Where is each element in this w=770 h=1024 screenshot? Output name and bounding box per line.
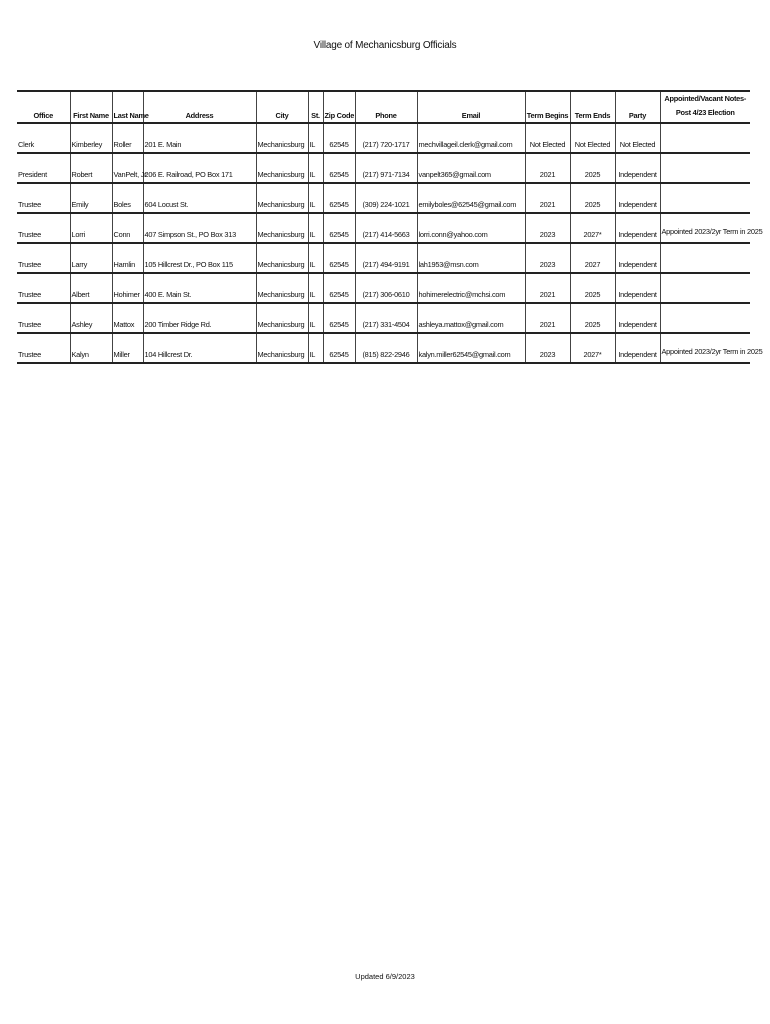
cell-term-begins: 2021 <box>525 153 570 183</box>
cell-party: Not Elected <box>615 123 660 153</box>
cell-term-begins: 2023 <box>525 213 570 243</box>
cell-phone: (309) 224-1021 <box>355 183 417 213</box>
cell-last-name: Hamlin <box>112 243 143 273</box>
cell-zip: 62545 <box>323 273 355 303</box>
cell-address: 200 Timber Ridge Rd. <box>143 303 256 333</box>
cell-city: Mechanicsburg <box>256 243 308 273</box>
cell-first-name: Kalyn <box>70 333 112 363</box>
cell-city: Mechanicsburg <box>256 273 308 303</box>
cell-first-name: Kimberley <box>70 123 112 153</box>
cell-first-name: Ashley <box>70 303 112 333</box>
cell-last-name: Hohimer <box>112 273 143 303</box>
cell-city: Mechanicsburg <box>256 303 308 333</box>
cell-first-name: Albert <box>70 273 112 303</box>
cell-address: 604 Locust St. <box>143 183 256 213</box>
cell-state: IL <box>308 183 323 213</box>
cell-notes: Appointed 2023/2yr Term in 2025 <box>661 227 763 236</box>
table-row <box>17 333 750 363</box>
cell-city: Mechanicsburg <box>256 213 308 243</box>
cell-term-begins: 2023 <box>525 333 570 363</box>
cell-email: mechvillageil.clerk@gmail.com <box>417 123 525 153</box>
header-row <box>17 91 750 123</box>
cell-party: Independent <box>615 243 660 273</box>
cell-office: President <box>17 153 70 183</box>
cell-office: Trustee <box>17 333 70 363</box>
cell-last-name: VanPelt, Jr. <box>112 153 143 183</box>
table-row <box>17 123 750 153</box>
cell-state: IL <box>308 303 323 333</box>
cell-state: IL <box>308 243 323 273</box>
cell-phone: (217) 306-0610 <box>355 273 417 303</box>
cell-address: 104 Hillcrest Dr. <box>143 333 256 363</box>
header-last-name: Last Name <box>112 91 143 123</box>
cell-notes <box>660 123 750 153</box>
cell-party: Independent <box>615 153 660 183</box>
header-state: St. <box>308 91 323 123</box>
header-term-begins: Term Begins <box>525 91 570 123</box>
officials-table <box>17 90 763 364</box>
cell-address: 407 Simpson St., PO Box 313 <box>143 213 256 243</box>
updated-date: Updated 6/9/2023 <box>355 972 415 981</box>
cell-term-begins: 2023 <box>525 243 570 273</box>
cell-zip: 62545 <box>323 123 355 153</box>
cell-email: lah1953@msn.com <box>417 243 525 273</box>
cell-last-name: Mattox <box>112 303 143 333</box>
cell-term-ends: 2025 <box>570 183 615 213</box>
cell-address: 400 E. Main St. <box>143 273 256 303</box>
header-phone: Phone <box>355 91 417 123</box>
cell-address: 201 E. Main <box>143 123 256 153</box>
cell-email: kalyn.miller62545@gmail.com <box>417 333 525 363</box>
cell-email: ashleya.mattox@gmail.com <box>417 303 525 333</box>
cell-last-name: Conn <box>112 213 143 243</box>
cell-term-ends: Not Elected <box>570 123 615 153</box>
cell-office: Trustee <box>17 213 70 243</box>
cell-address: 105 Hillcrest Dr., PO Box 115 <box>143 243 256 273</box>
header-city: City <box>256 91 308 123</box>
cell-state: IL <box>308 213 323 243</box>
cell-email: hohimerelectric@mchsi.com <box>417 273 525 303</box>
table-row <box>17 303 750 333</box>
cell-notes <box>660 243 750 273</box>
cell-email: emilyboles@62545@gmail.com <box>417 183 525 213</box>
cell-notes <box>660 183 750 213</box>
cell-first-name: Lorri <box>70 213 112 243</box>
cell-state: IL <box>308 153 323 183</box>
cell-phone: (217) 971-7134 <box>355 153 417 183</box>
cell-state: IL <box>308 123 323 153</box>
cell-term-begins: 2021 <box>525 303 570 333</box>
cell-address: 206 E. Railroad, PO Box 171 <box>143 153 256 183</box>
cell-phone: (217) 331-4504 <box>355 303 417 333</box>
header-term-ends: Term Ends <box>570 91 615 123</box>
cell-email: vanpelt365@gmail.com <box>417 153 525 183</box>
header-notes: Appointed/Vacant Notes-Post 4/23 Election <box>664 94 747 117</box>
cell-zip: 62545 <box>323 153 355 183</box>
cell-email: lorri.conn@yahoo.com <box>417 213 525 243</box>
cell-last-name: Miller <box>112 333 143 363</box>
cell-office: Trustee <box>17 273 70 303</box>
cell-term-ends: 2027 <box>570 243 615 273</box>
cell-term-begins: 2021 <box>525 183 570 213</box>
cell-party: Independent <box>615 213 660 243</box>
cell-term-ends: 2027* <box>570 333 615 363</box>
cell-party: Independent <box>615 183 660 213</box>
cell-phone: (815) 822-2946 <box>355 333 417 363</box>
header-first-name: First Name <box>70 91 112 123</box>
cell-phone: (217) 720-1717 <box>355 123 417 153</box>
cell-office: Trustee <box>17 183 70 213</box>
table-row <box>17 213 750 243</box>
cell-last-name: Boles <box>112 183 143 213</box>
cell-notes <box>660 153 750 183</box>
cell-notes <box>660 303 750 333</box>
cell-city: Mechanicsburg <box>256 153 308 183</box>
cell-notes <box>660 273 750 303</box>
cell-term-ends: 2025 <box>570 273 615 303</box>
cell-party: Independent <box>615 333 660 363</box>
table-row <box>17 183 750 213</box>
officials-table-body <box>17 123 763 363</box>
cell-first-name: Emily <box>70 183 112 213</box>
cell-term-ends: 2025 <box>570 153 615 183</box>
cell-city: Mechanicsburg <box>256 183 308 213</box>
header-office: Office <box>17 91 70 123</box>
cell-first-name: Robert <box>70 153 112 183</box>
cell-phone: (217) 494-9191 <box>355 243 417 273</box>
cell-state: IL <box>308 333 323 363</box>
cell-party: Independent <box>615 273 660 303</box>
header-party: Party <box>615 91 660 123</box>
header-email: Email <box>417 91 525 123</box>
page-title: Village of Mechanicsburg Officials <box>313 40 457 51</box>
cell-zip: 62545 <box>323 243 355 273</box>
cell-city: Mechanicsburg <box>256 333 308 363</box>
table-row <box>17 153 750 183</box>
table-row <box>17 243 750 273</box>
cell-office: Clerk <box>17 123 70 153</box>
cell-last-name: Roller <box>112 123 143 153</box>
cell-office: Trustee <box>17 243 70 273</box>
cell-first-name: Larry <box>70 243 112 273</box>
cell-zip: 62545 <box>323 183 355 213</box>
cell-office: Trustee <box>17 303 70 333</box>
header-address: Address <box>143 91 256 123</box>
cell-state: IL <box>308 273 323 303</box>
header-zip: Zip Code <box>323 91 355 123</box>
cell-term-ends: 2025 <box>570 303 615 333</box>
cell-zip: 62545 <box>323 213 355 243</box>
cell-zip: 62545 <box>323 333 355 363</box>
cell-term-ends: 2027* <box>570 213 615 243</box>
cell-phone: (217) 414-5663 <box>355 213 417 243</box>
cell-party: Independent <box>615 303 660 333</box>
cell-term-begins: Not Elected <box>525 123 570 153</box>
cell-zip: 62545 <box>323 303 355 333</box>
cell-term-begins: 2021 <box>525 273 570 303</box>
table-row <box>17 273 750 303</box>
cell-notes: Appointed 2023/2yr Term in 2025 <box>661 347 763 356</box>
cell-city: Mechanicsburg <box>256 123 308 153</box>
